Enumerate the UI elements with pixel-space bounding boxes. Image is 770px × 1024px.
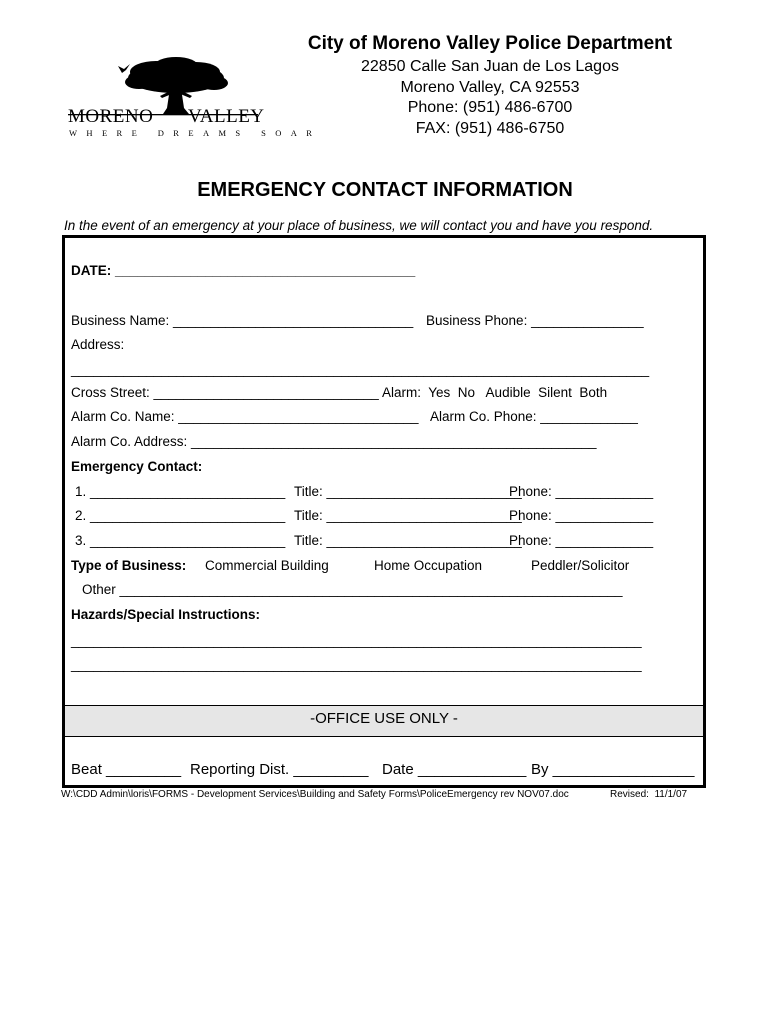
alarm-co-address-field[interactable]: Alarm Co. Address: ______________________________________________________ — [71, 434, 597, 449]
office-use-only-label: -OFFICE USE ONLY - — [310, 710, 458, 727]
business-name-field[interactable]: Business Name: ________________________________ — [71, 313, 414, 328]
contact-3-title-field[interactable]: Title: __________________________ — [294, 533, 522, 548]
hazards-label: Hazards/Special Instructions: — [71, 607, 261, 622]
business-type-commercial[interactable]: Commercial Building — [205, 558, 329, 573]
document-path: W:\CDD Admin\loris\FORMS - Development Services\Building and Safety Forms\PoliceEmergency rev NOV07.doc — [61, 789, 569, 800]
by-field[interactable]: By _________________ — [531, 761, 695, 778]
alarm-co-name-field[interactable]: Alarm Co. Name: ________________________________ — [71, 409, 419, 424]
contact-2-phone-field[interactable]: Phone: _____________ — [509, 508, 654, 523]
address-line-2: Moreno Valley, CA 92553 — [400, 79, 580, 96]
business-type-label: Type of Business: — [71, 558, 187, 573]
business-type-peddler[interactable]: Peddler/Solicitor — [531, 558, 630, 573]
alarm-co-phone-field[interactable]: Alarm Co. Phone: _____________ — [430, 409, 638, 424]
logo-tagline: WHERE DREAMS SOAR — [69, 128, 322, 138]
business-type-home-occupation[interactable]: Home Occupation — [374, 558, 483, 573]
contact-1-title-field[interactable]: Title: __________________________ — [294, 484, 522, 499]
hazards-field-line-1[interactable]: ____________________________________________________________________________ — [71, 633, 642, 648]
business-phone-field[interactable]: Business Phone: _______________ — [426, 313, 644, 328]
fax-number: FAX: (951) 486-6750 — [415, 120, 565, 137]
address-line-1: 22850 Calle San Juan de Los Lagos — [361, 58, 619, 75]
address-field[interactable]: _____________________________________________________________________________ — [71, 362, 650, 377]
logo-word-left: MORENO — [68, 106, 154, 127]
contact-3-phone-field[interactable]: Phone: _____________ — [509, 533, 654, 548]
department-name: City of Moreno Valley Police Department — [307, 33, 673, 54]
phone-number: Phone: (951) 486-6700 — [407, 99, 573, 116]
reporting-dist-field[interactable]: Reporting Dist. _________ — [190, 761, 369, 778]
contact-3-name-field[interactable]: 3. __________________________ — [75, 533, 286, 548]
form-title: EMERGENCY CONTACT INFORMATION — [197, 179, 573, 201]
office-date-field[interactable]: Date _____________ — [382, 761, 527, 778]
intro-text: In the event of an emergency at your place of business, we will contact you and have you respond. — [64, 218, 654, 233]
hazards-field-line-2[interactable]: ____________________________________________________________________________ — [71, 657, 642, 672]
business-type-other-field[interactable]: Other ___________________________________________________________________ — [82, 582, 623, 597]
cross-street-field[interactable]: Cross Street: ______________________________ — [71, 385, 379, 400]
contact-2-title-field[interactable]: Title: __________________________ — [294, 508, 522, 523]
contact-2-name-field[interactable]: 2. __________________________ — [75, 508, 286, 523]
address-label: Address: — [71, 337, 125, 352]
contact-1-name-field[interactable]: 1. __________________________ — [75, 484, 286, 499]
contact-1-phone-field[interactable]: Phone: _____________ — [509, 484, 654, 499]
city-logo — [64, 52, 322, 144]
emergency-contact-label: Emergency Contact: — [71, 459, 203, 474]
alarm-options[interactable]: Alarm: Yes No Audible Silent Both — [382, 385, 608, 400]
beat-field[interactable]: Beat _________ — [71, 761, 182, 778]
logo-word-right: VALLEY — [188, 106, 265, 127]
revised-date: Revised: 11/1/07 — [610, 789, 688, 800]
date-field[interactable]: DATE: ________________________________________ — [71, 263, 416, 278]
